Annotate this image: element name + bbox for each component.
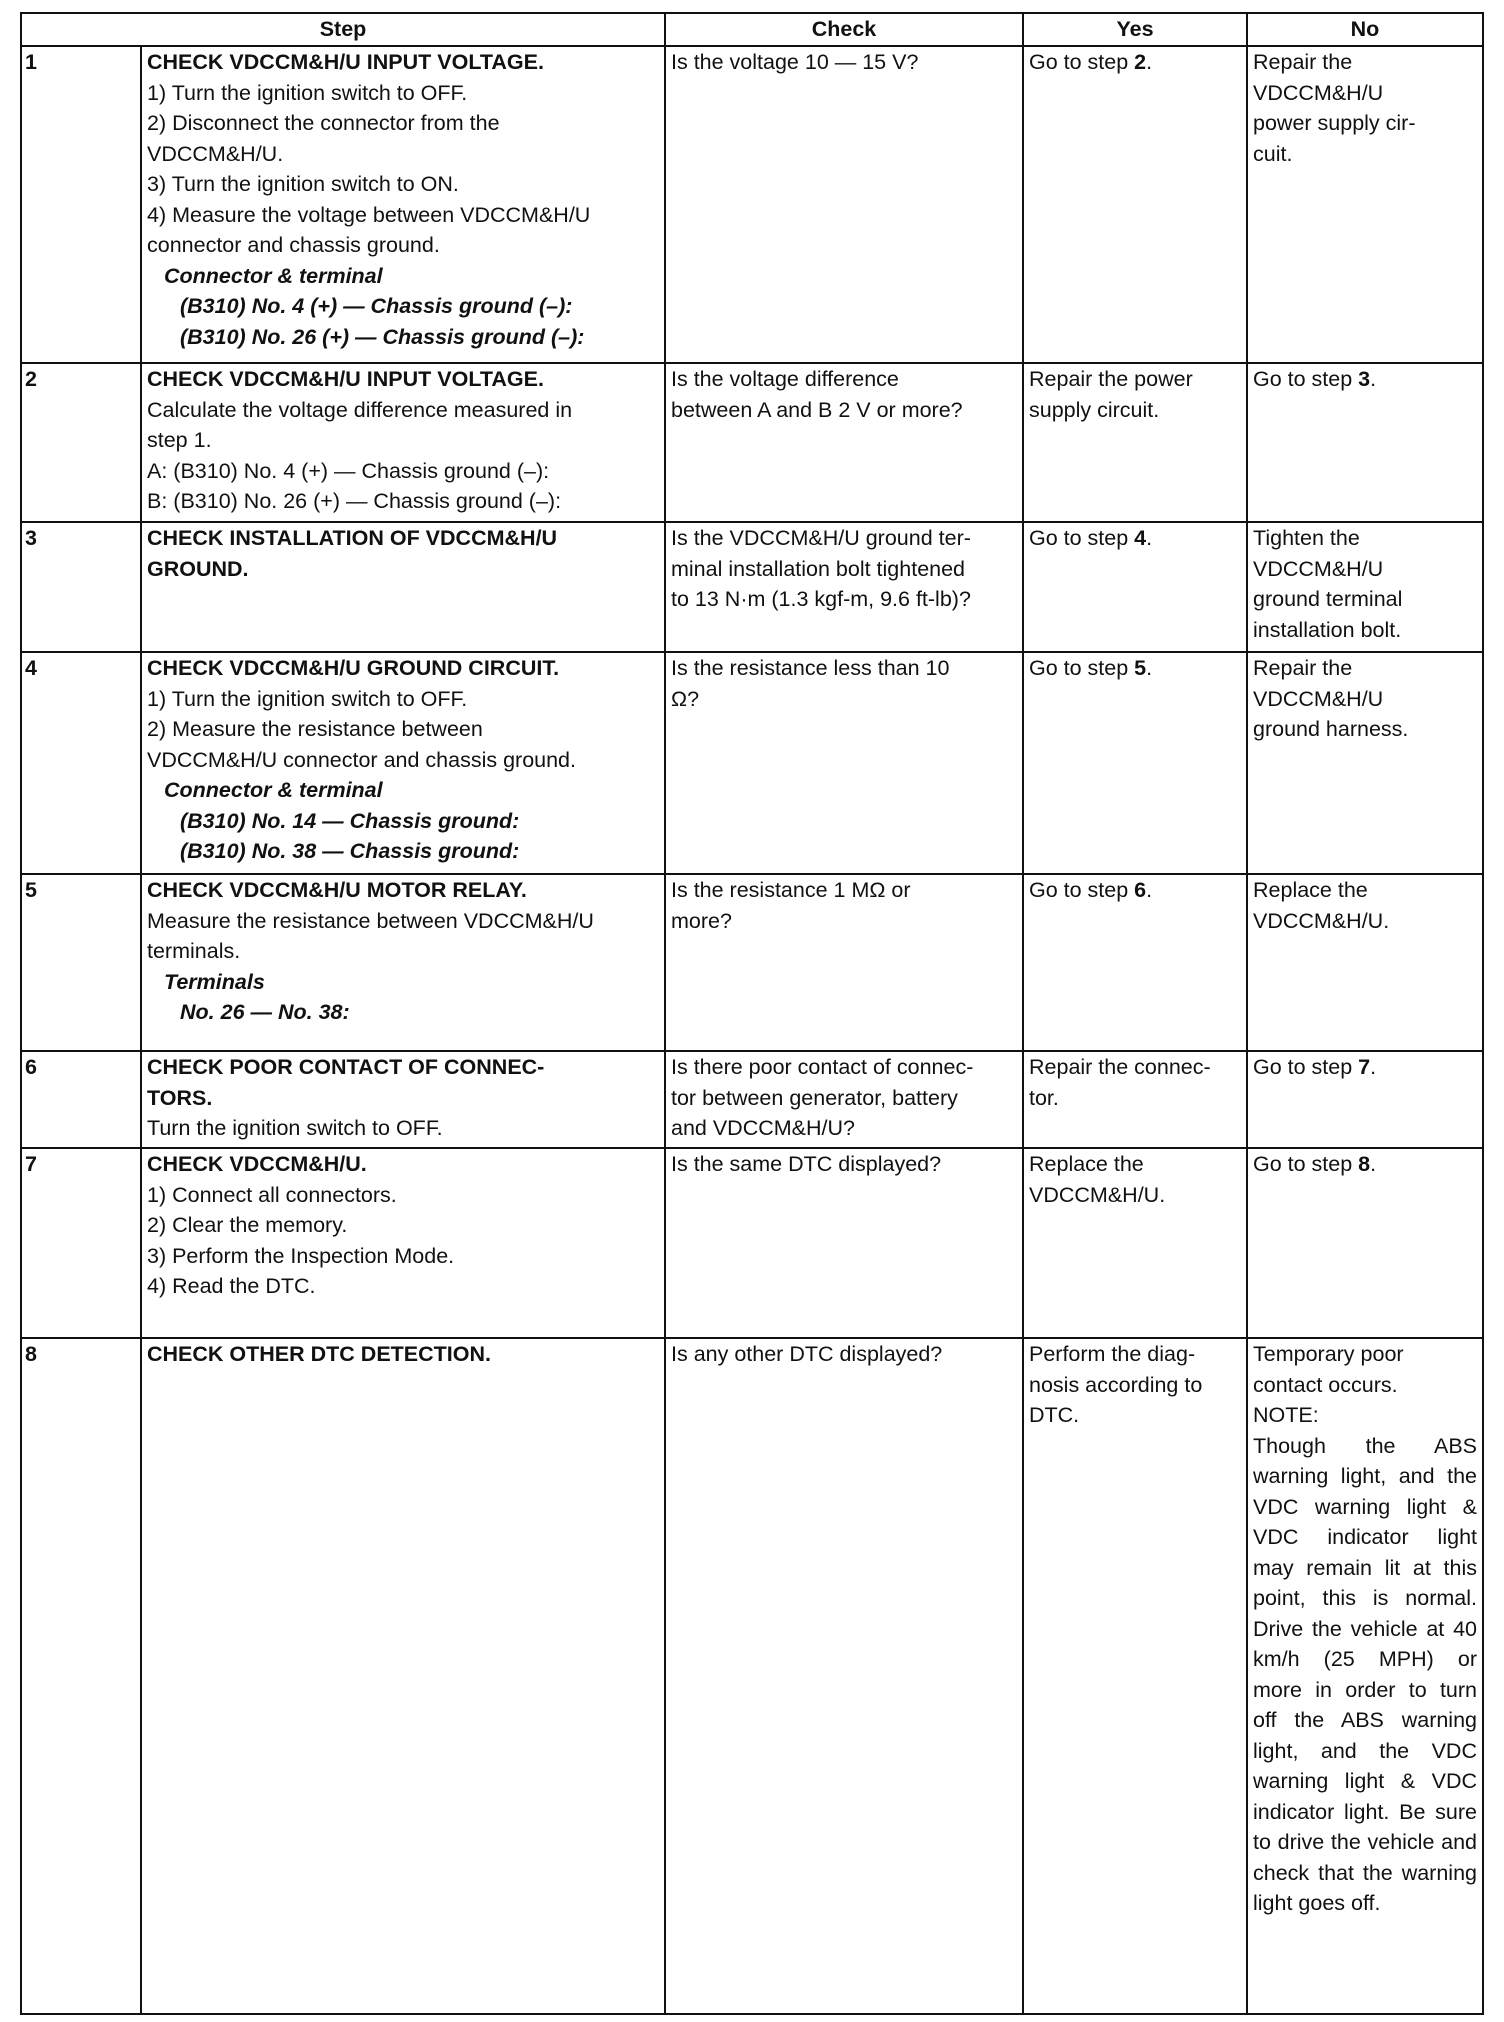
check-line: Is the VDCCM&H/U ground ter-: [671, 526, 971, 550]
step-title: CHECK VDCCM&H/U INPUT VOLTAGE.: [147, 367, 544, 391]
no-line: installation bolt.: [1253, 617, 1402, 642]
table-row: [21, 1148, 1483, 1338]
no-line: Repair the: [1253, 50, 1353, 74]
yes-suffix: .: [1146, 526, 1153, 550]
check-line: between A and B 2 V or more?: [671, 397, 963, 422]
note-label: NOTE:: [1253, 1403, 1319, 1427]
step-line: 2) Clear the memory.: [147, 1213, 348, 1237]
no-step: 8: [1358, 1152, 1371, 1176]
header-step: Step: [21, 13, 665, 46]
step-line: Measure the resistance between VDCCM&H/U: [147, 908, 594, 933]
note-text: Though the ABS warning light, and the VDC warning light & VDC indicator light may remain lit at this point, this is normal. Drive the vehicle at 40 km/h (25 MPH) or more in order to turn off the ABS warning light, and the VDC warning light & VDC indicator light. Be sure to drive the vehicle and check that the warning light goes off.: [1253, 1433, 1477, 1915]
no-line: ground harness.: [1253, 717, 1409, 741]
yes-step: 2: [1134, 50, 1147, 74]
step-title: CHECK VDCCM&H/U.: [147, 1152, 367, 1176]
check-cell: [665, 363, 1023, 522]
spec-item: (B310) No. 38 — Chassis ground:: [180, 839, 520, 863]
step-description: [141, 522, 665, 652]
check-cell: [665, 652, 1023, 874]
yes-suffix: .: [1146, 656, 1153, 680]
check-cell: [665, 522, 1023, 652]
step-description: [141, 1338, 665, 2014]
yes-cell: [1023, 46, 1247, 363]
step-title: CHECK INSTALLATION OF VDCCM&H/U: [147, 526, 558, 550]
table-row: [21, 363, 1483, 522]
step-title: CHECK OTHER DTC DETECTION.: [147, 1342, 491, 1366]
check-line: and VDCCM&H/U?: [671, 1116, 855, 1140]
check-cell: Is the same DTC displayed?: [665, 1148, 1023, 1338]
check-line: minal installation bolt tightened: [671, 556, 966, 581]
check-line: Is there poor contact of connec-: [671, 1055, 974, 1079]
step-line: 3) Turn the ignition switch to ON.: [147, 172, 459, 196]
no-line: VDCCM&H/U.: [1253, 908, 1390, 933]
no-line: Replace the: [1253, 878, 1368, 902]
step-number: 6: [21, 1051, 141, 1148]
spec-label: Terminals: [164, 969, 265, 994]
no-cell: [1247, 522, 1483, 652]
step-number: 1: [21, 46, 141, 363]
check-line: Ω?: [671, 686, 700, 711]
spec-item: No. 26 — No. 38:: [180, 1000, 350, 1024]
step-number: 7: [21, 1148, 141, 1338]
no-cell: [1247, 1338, 1483, 2014]
check-cell: Is any other DTC displayed?: [665, 1338, 1023, 2014]
step-line: 4) Read the DTC.: [147, 1274, 316, 1298]
yes-cell: [1023, 522, 1247, 652]
check-line: tor between generator, battery: [671, 1085, 958, 1110]
no-cell: [1247, 46, 1483, 363]
no-cell: [1247, 363, 1483, 522]
table-header-row: [21, 13, 1483, 46]
no-step: 3: [1358, 367, 1371, 391]
step-title: TORS.: [147, 1085, 213, 1110]
yes-step: 4: [1134, 526, 1147, 550]
no-line: contact occurs.: [1253, 1372, 1398, 1397]
table-row: [21, 1051, 1483, 1148]
yes-line: tor.: [1029, 1085, 1059, 1110]
no-cell: [1247, 1051, 1483, 1148]
step-line: 2) Disconnect the connector from the: [147, 111, 500, 135]
no-prefix: Go to step: [1253, 367, 1359, 391]
no-cell: [1247, 652, 1483, 874]
step-line: 4) Measure the voltage between VDCCM&H/U: [147, 202, 591, 227]
step-line: Calculate the voltage difference measured in: [147, 397, 573, 422]
step-number: 5: [21, 874, 141, 1051]
spec-label: Connector & terminal: [164, 263, 383, 288]
no-line: cuit.: [1253, 141, 1293, 166]
check-line: Is the resistance 1 MΩ or: [671, 878, 911, 902]
no-suffix: .: [1370, 367, 1377, 391]
check-line: Is the voltage difference: [671, 367, 899, 391]
step-line: B: (B310) No. 26 (+) — Chassis ground (–):: [147, 489, 562, 513]
yes-cell: [1023, 1148, 1247, 1338]
yes-cell: [1023, 1338, 1247, 2014]
yes-prefix: Go to step: [1029, 50, 1135, 74]
step-description: [141, 652, 665, 874]
yes-cell: [1023, 874, 1247, 1051]
yes-prefix: Go to step: [1029, 526, 1135, 550]
check-cell: [665, 1051, 1023, 1148]
no-line: VDCCM&H/U: [1253, 556, 1384, 581]
yes-line: VDCCM&H/U.: [1029, 1182, 1166, 1207]
no-line: VDCCM&H/U: [1253, 80, 1384, 105]
spec-item: (B310) No. 14 — Chassis ground:: [180, 808, 520, 833]
step-line: 2) Measure the resistance between: [147, 717, 483, 741]
no-line: VDCCM&H/U: [1253, 686, 1384, 711]
no-cell: [1247, 1148, 1483, 1338]
check-line: Is the resistance less than 10: [671, 656, 950, 680]
step-line: 3) Perform the Inspection Mode.: [147, 1243, 455, 1268]
no-line: Temporary poor: [1253, 1342, 1404, 1366]
table-row: [21, 522, 1483, 652]
yes-prefix: Go to step: [1029, 878, 1135, 902]
step-title: CHECK VDCCM&H/U INPUT VOLTAGE.: [147, 50, 544, 74]
step-line: step 1.: [147, 428, 212, 452]
no-suffix: .: [1370, 1152, 1377, 1176]
step-description: [141, 874, 665, 1051]
yes-cell: [1023, 652, 1247, 874]
no-line: Tighten the: [1253, 526, 1360, 550]
step-title: CHECK VDCCM&H/U MOTOR RELAY.: [147, 878, 527, 902]
step-title: CHECK VDCCM&H/U GROUND CIRCUIT.: [147, 656, 560, 680]
table-row: [21, 46, 1483, 363]
no-line: Repair the: [1253, 656, 1353, 680]
table-row: [21, 874, 1483, 1051]
step-line: 1) Connect all connectors.: [147, 1182, 397, 1207]
yes-suffix: .: [1146, 50, 1153, 74]
step-number: 3: [21, 522, 141, 652]
no-line: power supply cir-: [1253, 111, 1416, 135]
step-line: VDCCM&H/U.: [147, 141, 284, 166]
spec-label: Connector & terminal: [164, 778, 383, 802]
header-check: Check: [665, 13, 1023, 46]
no-step: 7: [1358, 1055, 1371, 1079]
step-description: [141, 1148, 665, 1338]
yes-line: DTC.: [1029, 1403, 1080, 1427]
yes-step: 6: [1134, 878, 1147, 902]
step-number: 8: [21, 1338, 141, 2014]
step-line: terminals.: [147, 939, 241, 963]
diagnostic-table: [20, 12, 1484, 2015]
yes-line: nosis according to: [1029, 1372, 1203, 1397]
table-row: [21, 1338, 1483, 2014]
step-line: VDCCM&H/U connector and chassis ground.: [147, 747, 576, 772]
no-prefix: Go to step: [1253, 1152, 1359, 1176]
check-cell: [665, 874, 1023, 1051]
check-cell: Is the voltage 10 — 15 V?: [665, 46, 1023, 363]
yes-line: Repair the power: [1029, 367, 1193, 391]
check-line: more?: [671, 908, 732, 933]
step-line: connector and chassis ground.: [147, 233, 440, 257]
yes-line: Repair the connec-: [1029, 1055, 1211, 1079]
yes-line: Perform the diag-: [1029, 1342, 1196, 1366]
header-yes: Yes: [1023, 13, 1247, 46]
spec-item: (B310) No. 26 (+) — Chassis ground (–):: [180, 324, 585, 349]
table-row: [21, 652, 1483, 874]
step-line: 1) Turn the ignition switch to OFF.: [147, 80, 468, 105]
no-prefix: Go to step: [1253, 1055, 1359, 1079]
step-number: 4: [21, 652, 141, 874]
no-cell: [1247, 874, 1483, 1051]
yes-suffix: .: [1146, 878, 1153, 902]
step-line: Turn the ignition switch to OFF.: [147, 1116, 443, 1140]
yes-prefix: Go to step: [1029, 656, 1135, 680]
no-suffix: .: [1370, 1055, 1377, 1079]
yes-cell: [1023, 363, 1247, 522]
yes-cell: [1023, 1051, 1247, 1148]
step-title: CHECK POOR CONTACT OF CONNEC-: [147, 1055, 545, 1079]
step-description: [141, 1051, 665, 1148]
step-title: GROUND.: [147, 556, 249, 581]
yes-step: 5: [1134, 656, 1147, 680]
spec-item: (B310) No. 4 (+) — Chassis ground (–):: [180, 294, 573, 318]
check-line: to 13 N·m (1.3 kgf-m, 9.6 ft-lb)?: [671, 587, 971, 611]
step-description: [141, 46, 665, 363]
no-line: ground terminal: [1253, 587, 1403, 611]
step-line: 1) Turn the ignition switch to OFF.: [147, 686, 468, 711]
yes-line: Replace the: [1029, 1152, 1144, 1176]
step-number: 2: [21, 363, 141, 522]
yes-line: supply circuit.: [1029, 397, 1160, 422]
header-no: No: [1247, 13, 1483, 46]
step-description: [141, 363, 665, 522]
step-line: A: (B310) No. 4 (+) — Chassis ground (–):: [147, 458, 550, 483]
